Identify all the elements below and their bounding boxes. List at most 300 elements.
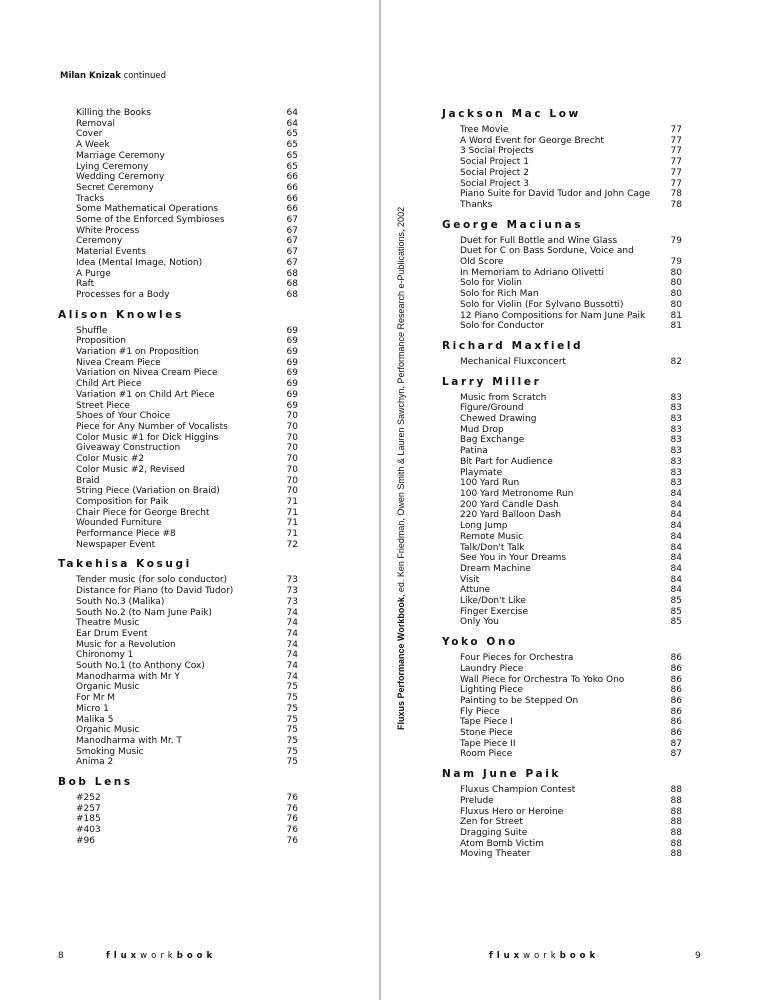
entry-title: Proposition bbox=[76, 336, 126, 347]
list-item bbox=[58, 814, 298, 825]
list-item bbox=[58, 129, 298, 140]
entry-title: Moving Theater bbox=[460, 849, 531, 860]
list-item bbox=[442, 136, 682, 147]
entry-title: Thanks bbox=[460, 199, 493, 210]
list-item bbox=[442, 289, 682, 300]
entry-title: Marriage Ceremony bbox=[76, 150, 165, 161]
entry-title: Color Music #1 for Dick Higgins bbox=[76, 432, 219, 443]
entry-title: Tree Movie bbox=[460, 125, 509, 135]
entry-title: Solo for Violin (For Sylvano Bussotti) bbox=[460, 299, 624, 310]
entry-title: 3 Social Projects bbox=[460, 146, 534, 157]
entry-page-number: 76 bbox=[286, 793, 298, 804]
list-item bbox=[442, 393, 682, 404]
running-head-suffix: continued bbox=[123, 71, 166, 81]
entry-title: #96 bbox=[76, 835, 95, 846]
entry-title: Mechanical Fluxconcert bbox=[460, 356, 566, 367]
list-item bbox=[442, 168, 682, 179]
entry-title: Killing the Books bbox=[76, 108, 151, 118]
list-item bbox=[58, 411, 298, 422]
entry-title: Old Score bbox=[460, 257, 504, 268]
list-item bbox=[58, 347, 298, 358]
entry-page-number: 68 bbox=[286, 268, 298, 279]
entry-title: Fluxus Champion Contest bbox=[460, 785, 576, 796]
citation-details: , ed. Ken Friedman, Owen Smith & Lauren Sawchyn, Performance Research e-Publications, 2002 bbox=[396, 206, 406, 598]
entry-page-number: 65 bbox=[286, 140, 298, 151]
entry-list bbox=[58, 326, 298, 551]
artist-heading: Nam June Paik bbox=[442, 768, 561, 781]
entry-page-number: 70 bbox=[286, 443, 298, 454]
list-item bbox=[442, 532, 682, 543]
entry-title: See You in Your Dreams bbox=[460, 553, 567, 564]
list-item bbox=[58, 379, 298, 390]
list-item bbox=[58, 326, 298, 337]
entry-title: Material Events bbox=[76, 247, 146, 258]
entry-title: Bit Part for Audience bbox=[460, 456, 553, 467]
entry-page-number: 66 bbox=[286, 193, 298, 204]
entry-title: Braid bbox=[76, 475, 100, 486]
list-item bbox=[442, 321, 682, 332]
brand-work: work bbox=[523, 951, 560, 961]
entry-list bbox=[58, 793, 298, 847]
list-item bbox=[442, 617, 682, 628]
list-item bbox=[442, 489, 682, 500]
entry-page-number: 88 bbox=[670, 806, 682, 817]
entry-title: Social Project 3 bbox=[460, 178, 529, 189]
entry-title: Organic Music bbox=[76, 682, 140, 693]
entry-title: String Piece (Variation on Braid) bbox=[76, 486, 220, 497]
list-item bbox=[58, 682, 298, 693]
list-item bbox=[58, 422, 298, 433]
list-item bbox=[58, 401, 298, 412]
entry-title: Music for a Revolution bbox=[76, 639, 176, 650]
entry-page-number: 85 bbox=[670, 596, 682, 607]
entry-title: Piece for Any Number of Vocalists bbox=[76, 421, 228, 432]
entry-list bbox=[58, 108, 298, 301]
entry-page-number: 83 bbox=[670, 392, 682, 403]
entry-title: Tender music (for solo conductor) bbox=[76, 575, 228, 586]
entry-page-number: 68 bbox=[286, 279, 298, 290]
entry-title: South No.3 (Malika) bbox=[76, 596, 165, 607]
list-item bbox=[442, 425, 682, 436]
entry-page-number: 69 bbox=[286, 389, 298, 400]
entry-title: Newspaper Event bbox=[76, 539, 156, 550]
list-item bbox=[58, 757, 298, 768]
entry-title: 12 Piano Compositions for Nam June Paik bbox=[460, 310, 646, 321]
entry-page-number: 74 bbox=[286, 671, 298, 682]
entry-page-number: 68 bbox=[286, 289, 298, 300]
entry-title: Long Jump bbox=[460, 521, 508, 532]
entry-page-number bbox=[666, 246, 682, 257]
entry-title: #185 bbox=[76, 814, 101, 825]
entry-title: Room Piece bbox=[460, 749, 513, 760]
entry-title: Remote Music bbox=[460, 531, 524, 542]
entry-title: Piano Suite for David Tudor and John Cage bbox=[460, 189, 651, 200]
entry-title: Theatre Music bbox=[76, 618, 140, 629]
entry-page-number: 83 bbox=[670, 435, 682, 446]
entry-page-number: 78 bbox=[670, 199, 682, 210]
list-item bbox=[442, 357, 682, 368]
entry-page-number: 86 bbox=[670, 706, 682, 717]
list-item bbox=[442, 257, 682, 268]
entry-page-number: 65 bbox=[286, 129, 298, 140]
list-item bbox=[58, 172, 298, 183]
running-head-name: Milan Knizak bbox=[60, 71, 121, 81]
brand-flux: flux bbox=[489, 951, 524, 961]
entry-list bbox=[442, 236, 682, 332]
list-item bbox=[442, 664, 682, 675]
list-item bbox=[442, 278, 682, 289]
list-item bbox=[58, 497, 298, 508]
entry-page-number: 74 bbox=[286, 639, 298, 650]
entry-page-number: 65 bbox=[286, 161, 298, 172]
list-item bbox=[58, 725, 298, 736]
entry-page-number: 81 bbox=[670, 321, 682, 332]
entry-title: Attune bbox=[460, 585, 491, 596]
list-item bbox=[442, 785, 682, 796]
entry-title: Mud Drop bbox=[460, 424, 504, 435]
entry-page-number: 74 bbox=[286, 650, 298, 661]
entry-title: Manodharma with Mr. T bbox=[76, 735, 182, 746]
list-item bbox=[58, 290, 298, 301]
entry-title: Fluxus Hero or Heroine bbox=[460, 806, 564, 817]
list-item bbox=[442, 796, 682, 807]
entry-title: Only You bbox=[460, 617, 499, 628]
entry-page-number: 84 bbox=[670, 542, 682, 553]
running-head bbox=[60, 71, 166, 81]
entry-title: Idea (Mental Image, Notion) bbox=[76, 257, 203, 268]
entry-title: In Memoriam to Adriano Olivetti bbox=[460, 267, 605, 278]
entry-title: Child Art Piece bbox=[76, 379, 142, 390]
list-item bbox=[442, 500, 682, 511]
entry-page-number: 69 bbox=[286, 368, 298, 379]
list-item bbox=[442, 807, 682, 818]
page-number-left: 8 bbox=[58, 951, 64, 961]
entry-page-number: 72 bbox=[286, 539, 298, 550]
entry-page-number: 86 bbox=[670, 728, 682, 739]
entry-page-number: 76 bbox=[286, 814, 298, 825]
entry-page-number: 83 bbox=[670, 456, 682, 467]
entry-page-number: 76 bbox=[286, 835, 298, 846]
list-item bbox=[58, 597, 298, 608]
entry-page-number: 86 bbox=[670, 717, 682, 728]
entry-title: Tape Piece I bbox=[460, 717, 513, 728]
entry-title: Wedding Ceremony bbox=[76, 172, 165, 183]
entry-title: #252 bbox=[76, 793, 101, 804]
entry-page-number: 83 bbox=[670, 414, 682, 425]
list-item bbox=[58, 279, 298, 290]
entry-page-number: 77 bbox=[670, 125, 682, 135]
list-item bbox=[442, 685, 682, 696]
entry-title: Variation #1 on Child Art Piece bbox=[76, 389, 215, 400]
entry-page-number: 84 bbox=[670, 585, 682, 596]
list-item bbox=[58, 825, 298, 836]
artist-heading: Bob Lens bbox=[58, 776, 133, 789]
list-item bbox=[58, 390, 298, 401]
entry-title: 200 Yard Candle Dash bbox=[460, 499, 559, 510]
list-item bbox=[58, 540, 298, 551]
list-item bbox=[58, 194, 298, 205]
list-item bbox=[442, 849, 682, 860]
entry-page-number: 83 bbox=[670, 467, 682, 478]
brand-flux: flux bbox=[106, 951, 141, 961]
entry-title: Bag Exchange bbox=[460, 435, 525, 446]
entry-page-number: 88 bbox=[670, 817, 682, 828]
entry-title: Tracks bbox=[76, 193, 105, 204]
entry-page-number: 75 bbox=[286, 693, 298, 704]
list-item bbox=[58, 608, 298, 619]
entry-page-number: 77 bbox=[670, 167, 682, 178]
entry-title: Ear Drum Event bbox=[76, 628, 148, 639]
entry-page-number: 67 bbox=[286, 257, 298, 268]
entry-page-number: 85 bbox=[670, 617, 682, 628]
list-item bbox=[442, 717, 682, 728]
artist-heading: Larry Miller bbox=[442, 375, 542, 388]
entry-title: South No.2 (to Nam June Paik) bbox=[76, 607, 213, 618]
entry-title: Cover bbox=[76, 129, 103, 140]
brand-book: book bbox=[559, 951, 600, 961]
entry-title: Performance Piece #8 bbox=[76, 529, 176, 540]
entry-title: Giveaway Construction bbox=[76, 443, 181, 454]
entry-title: Chair Piece for George Brecht bbox=[76, 507, 210, 518]
entry-page-number: 86 bbox=[670, 674, 682, 685]
entry-page-number: 77 bbox=[670, 146, 682, 157]
list-item bbox=[58, 215, 298, 226]
entry-title: South No.1 (to Anthony Cox) bbox=[76, 661, 205, 672]
entry-title: Manodharma with Mr Y bbox=[76, 671, 180, 682]
artist-heading: Takehisa Kosugi bbox=[58, 558, 192, 571]
entry-page-number: 70 bbox=[286, 464, 298, 475]
entry-page-number: 67 bbox=[286, 225, 298, 236]
artist-heading: Yoko Ono bbox=[442, 636, 518, 649]
brand-work: work bbox=[140, 951, 177, 961]
entry-page-number: 70 bbox=[286, 454, 298, 465]
entry-page-number: 64 bbox=[286, 108, 298, 118]
entry-page-number: 70 bbox=[286, 432, 298, 443]
entry-page-number: 86 bbox=[670, 653, 682, 664]
list-item bbox=[442, 707, 682, 718]
list-item bbox=[442, 200, 682, 211]
list-item bbox=[442, 189, 682, 200]
entry-page-number: 73 bbox=[286, 575, 298, 586]
list-item bbox=[58, 508, 298, 519]
entry-page-number: 70 bbox=[286, 421, 298, 432]
entry-page-number: 84 bbox=[670, 553, 682, 564]
list-item bbox=[442, 157, 682, 168]
left-contents-column bbox=[58, 108, 298, 854]
entry-title: A Word Event for George Brecht bbox=[460, 135, 604, 146]
entry-page-number: 84 bbox=[670, 563, 682, 574]
entry-title: Variation on Nivea Cream Piece bbox=[76, 368, 218, 379]
entry-page-number: 84 bbox=[670, 521, 682, 532]
list-item bbox=[442, 675, 682, 686]
entry-title: Smoking Music bbox=[76, 746, 144, 757]
entry-title: Zen for Street bbox=[460, 817, 523, 828]
list-item bbox=[442, 146, 682, 157]
entry-title: 100 Yard Run bbox=[460, 478, 520, 489]
entry-page-number: 86 bbox=[670, 695, 682, 706]
list-item bbox=[442, 839, 682, 850]
entry-title: Nivea Cream Piece bbox=[76, 357, 161, 368]
entry-title: Fly Piece bbox=[460, 706, 500, 717]
entry-page-number: 83 bbox=[670, 478, 682, 489]
entry-page-number: 69 bbox=[286, 325, 298, 336]
entry-title: Wall Piece for Orchestra To Yoko Ono bbox=[460, 674, 625, 685]
entry-page-number: 84 bbox=[670, 499, 682, 510]
list-item bbox=[442, 749, 682, 760]
entry-page-number: 64 bbox=[286, 118, 298, 129]
list-item bbox=[442, 728, 682, 739]
entry-page-number: 78 bbox=[670, 189, 682, 200]
brand-book: book bbox=[176, 951, 217, 961]
list-item bbox=[58, 336, 298, 347]
entry-page-number: 73 bbox=[286, 586, 298, 597]
list-item bbox=[442, 521, 682, 532]
list-item bbox=[58, 575, 298, 586]
list-item bbox=[58, 650, 298, 661]
entry-title: White Process bbox=[76, 225, 140, 236]
entry-page-number: 87 bbox=[670, 738, 682, 749]
list-item bbox=[442, 468, 682, 479]
entry-page-number: 83 bbox=[670, 403, 682, 414]
entry-list bbox=[442, 653, 682, 760]
entry-page-number: 66 bbox=[286, 182, 298, 193]
list-item bbox=[442, 457, 682, 468]
entry-title: Laundry Piece bbox=[460, 663, 524, 674]
entry-title: #403 bbox=[76, 825, 101, 836]
entry-title: Shuffle bbox=[76, 325, 108, 336]
entry-title: Dragging Suite bbox=[460, 827, 528, 838]
entry-page-number: 74 bbox=[286, 628, 298, 639]
entry-page-number: 75 bbox=[286, 682, 298, 693]
entry-page-number: 84 bbox=[670, 574, 682, 585]
list-item bbox=[442, 446, 682, 457]
entry-title: Four Pieces for Orchestra bbox=[460, 653, 574, 664]
entry-page-number: 71 bbox=[286, 518, 298, 529]
entry-page-number: 83 bbox=[670, 424, 682, 435]
list-item bbox=[442, 739, 682, 750]
entry-page-number: 88 bbox=[670, 785, 682, 796]
entry-title: Like/Don't Like bbox=[460, 596, 526, 607]
list-item bbox=[442, 553, 682, 564]
entry-page-number: 74 bbox=[286, 661, 298, 672]
entry-title: Solo for Rich Man bbox=[460, 289, 539, 300]
list-item bbox=[442, 543, 682, 554]
entry-title: Secret Ceremony bbox=[76, 182, 154, 193]
list-item bbox=[442, 585, 682, 596]
entry-page-number: 69 bbox=[286, 336, 298, 347]
entry-list bbox=[442, 393, 682, 628]
list-item bbox=[442, 575, 682, 586]
list-item bbox=[442, 403, 682, 414]
entry-title: Organic Music bbox=[76, 725, 140, 736]
entry-page-number: 79 bbox=[670, 257, 682, 268]
entry-page-number: 83 bbox=[670, 446, 682, 457]
list-item bbox=[58, 108, 298, 119]
entry-list bbox=[442, 785, 682, 860]
list-item bbox=[58, 518, 298, 529]
list-item bbox=[58, 804, 298, 815]
list-item bbox=[58, 486, 298, 497]
list-item bbox=[442, 478, 682, 489]
entry-page-number: 77 bbox=[670, 135, 682, 146]
right-contents-column bbox=[442, 107, 682, 867]
entry-page-number: 66 bbox=[286, 172, 298, 183]
list-item bbox=[58, 736, 298, 747]
entry-page-number: 69 bbox=[286, 357, 298, 368]
entry-title: Ceremony bbox=[76, 236, 123, 247]
entry-page-number: 80 bbox=[670, 267, 682, 278]
list-item bbox=[58, 661, 298, 672]
entry-title: Figure/Ground bbox=[460, 403, 524, 414]
entry-page-number: 81 bbox=[670, 310, 682, 321]
entry-title: Visit bbox=[460, 574, 480, 585]
entry-page-number: 84 bbox=[670, 488, 682, 499]
entry-page-number: 75 bbox=[286, 757, 298, 768]
artist-heading: George Maciunas bbox=[442, 218, 584, 231]
entry-title: Variation #1 on Proposition bbox=[76, 347, 199, 358]
list-item bbox=[442, 653, 682, 664]
entry-page-number: 74 bbox=[286, 607, 298, 618]
entry-title: Solo for Conductor bbox=[460, 321, 544, 332]
page-number-right: 9 bbox=[695, 951, 701, 961]
list-item bbox=[58, 529, 298, 540]
entry-page-number: 77 bbox=[670, 157, 682, 168]
entry-page-number: 86 bbox=[670, 663, 682, 674]
list-item bbox=[442, 828, 682, 839]
left-page bbox=[0, 0, 379, 1000]
list-item bbox=[58, 162, 298, 173]
footer-brand-left bbox=[106, 951, 216, 961]
entry-list bbox=[442, 125, 682, 211]
list-item bbox=[442, 414, 682, 425]
artist-heading: Jackson Mac Low bbox=[442, 108, 581, 120]
list-item bbox=[442, 125, 682, 136]
entry-page-number: 70 bbox=[286, 486, 298, 497]
entry-page-number: 71 bbox=[286, 507, 298, 518]
entry-page-number: 88 bbox=[670, 849, 682, 860]
artist-heading: Alison Knowles bbox=[58, 308, 184, 321]
entry-title: Lighting Piece bbox=[460, 685, 523, 696]
entry-title: 220 Yard Balloon Dash bbox=[460, 510, 562, 521]
entry-title: Color Music #2 bbox=[76, 454, 145, 465]
list-item bbox=[58, 640, 298, 651]
entry-title: Prelude bbox=[460, 795, 494, 806]
entry-title: 100 Yard Metronome Run bbox=[460, 488, 574, 499]
entry-title: Street Piece bbox=[76, 400, 130, 411]
entry-page-number: 69 bbox=[286, 400, 298, 411]
entry-title: Finger Exercise bbox=[460, 606, 528, 617]
entry-page-number: 85 bbox=[670, 606, 682, 617]
entry-page-number: 87 bbox=[670, 749, 682, 760]
entry-page-number: 88 bbox=[670, 795, 682, 806]
list-item bbox=[442, 300, 682, 311]
list-item bbox=[58, 140, 298, 151]
list-item bbox=[58, 236, 298, 247]
list-item bbox=[58, 618, 298, 629]
entry-title: Distance for Piano (to David Tudor) bbox=[76, 586, 234, 597]
entry-title: Color Music #2, Revised bbox=[76, 464, 185, 475]
list-item bbox=[58, 465, 298, 476]
entry-page-number: 75 bbox=[286, 714, 298, 725]
list-item bbox=[58, 358, 298, 369]
entry-title: Some Mathematical Operations bbox=[76, 204, 219, 215]
entry-title: Micro 1 bbox=[76, 703, 109, 714]
list-item bbox=[442, 246, 682, 257]
list-item bbox=[58, 672, 298, 683]
list-item bbox=[442, 435, 682, 446]
list-item bbox=[58, 715, 298, 726]
list-item bbox=[58, 629, 298, 640]
